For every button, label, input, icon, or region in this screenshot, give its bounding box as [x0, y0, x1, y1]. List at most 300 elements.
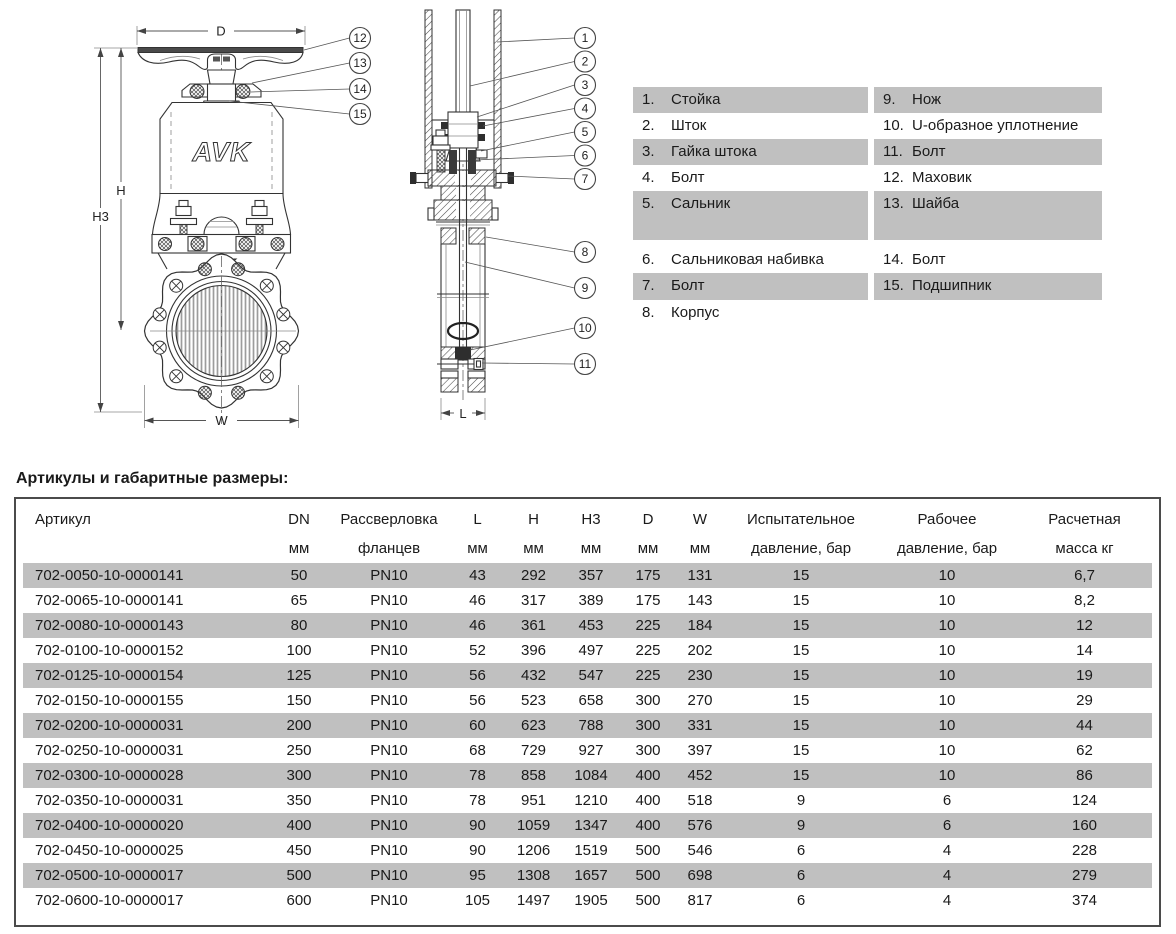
table-cell: 124: [1071, 792, 1098, 809]
flange-bolt-hole: [198, 263, 211, 276]
parts-list-item: [874, 87, 1102, 113]
table-cell: 15: [792, 592, 810, 609]
table-cell: 400: [621, 813, 675, 838]
table-cell: 50: [269, 563, 329, 588]
callout-1: [575, 28, 596, 49]
svg-text:6: 6: [581, 148, 589, 163]
svg-text:7: 7: [581, 172, 589, 187]
callout-13: [350, 53, 371, 74]
part-number: 15.: [883, 277, 904, 294]
part-number: 14.: [883, 251, 904, 268]
bolt-left: [190, 85, 204, 99]
table-row: [23, 888, 1152, 913]
table-header-cell: давление, бар: [896, 540, 998, 557]
table-row: [23, 738, 1152, 763]
table-cell: 453: [561, 613, 621, 638]
table-header-cell: мм: [288, 540, 310, 557]
callout-9: [575, 278, 596, 299]
table-cell: 702-0400-10-0000020: [23, 813, 269, 838]
part-number: 7.: [642, 277, 655, 294]
part-number: 5.: [642, 195, 655, 212]
table-cell: PN10: [370, 842, 408, 859]
table-cell: 702-0600-10-0000017: [35, 892, 184, 909]
stem: [456, 10, 470, 115]
table-cell: 225: [635, 642, 661, 659]
table-cell: 497: [578, 642, 604, 659]
table-cell: 46: [469, 592, 486, 609]
table-header-cell: L: [473, 511, 482, 528]
table-cell: 9: [796, 792, 806, 809]
table-cell: 250: [286, 742, 312, 759]
table-header-cell: DN: [288, 511, 310, 528]
parts-list: [633, 87, 1176, 326]
part-label: Подшипник: [912, 277, 992, 294]
table-header-cell: давление, бар: [750, 540, 852, 557]
table-cell: 65: [290, 592, 308, 609]
dim-h3-label: H3: [92, 209, 109, 224]
callout-7: [575, 169, 596, 190]
table-cell: 396: [520, 642, 547, 659]
table-header-cell: мм: [689, 540, 711, 557]
callout-15: [350, 104, 371, 125]
table-cell: 292: [506, 563, 561, 588]
table-cell: 160: [1017, 813, 1152, 838]
part-label: Корпус: [671, 304, 720, 321]
plate-bolt-left: [410, 172, 416, 184]
table-cell: 1206: [516, 842, 551, 859]
table-cell: 400: [269, 813, 329, 838]
table-header-cell: Рабочее: [917, 511, 977, 528]
table-cell: 100: [286, 642, 312, 659]
parts-list-spacer: [633, 240, 1176, 247]
table-cell: 300: [635, 692, 661, 709]
table-cell: 225: [621, 663, 675, 688]
table-cell: 9: [725, 813, 877, 838]
table-cell: 202: [687, 642, 713, 659]
parts-list-row: [633, 247, 1176, 273]
part-number: 2.: [642, 117, 655, 134]
stand-right-wall: [494, 10, 501, 188]
svg-text:12: 12: [353, 31, 367, 46]
dimensions-table: [23, 505, 1152, 913]
table-cell: 500: [269, 863, 329, 888]
table-cell: 702-0500-10-0000017: [23, 863, 269, 888]
parts-list-item: [874, 139, 1102, 165]
parts-list-row: [633, 273, 1176, 300]
table-cell: 175: [635, 592, 661, 609]
table-cell: 43: [449, 563, 506, 588]
svg-text:14: 14: [353, 82, 367, 97]
table-header-cell: Испытательное: [747, 511, 855, 528]
parts-list-item: [633, 300, 868, 326]
table-row: [23, 588, 1152, 613]
table-cell: 1308: [506, 863, 561, 888]
callout-6: [575, 145, 596, 166]
parts-list-item: [633, 139, 868, 165]
table-cell: 10: [938, 642, 956, 659]
part-number: 8.: [642, 304, 655, 321]
table-cell: 230: [675, 663, 725, 688]
body-top-strip: [152, 235, 291, 254]
plate-bolt-right: [508, 172, 514, 184]
table-cell: 300: [269, 763, 329, 788]
callout-3: [575, 75, 596, 96]
table-cell: PN10: [329, 813, 449, 838]
table-cell: 10: [877, 663, 1017, 688]
table-cell: 19: [1017, 663, 1152, 688]
table-cell: 15: [792, 642, 810, 659]
part-number: 10.: [883, 117, 904, 134]
dim-d-label: D: [216, 23, 226, 39]
table-cell: 131: [675, 563, 725, 588]
table-header-cell: W: [692, 511, 708, 528]
table-row: [23, 813, 1152, 838]
table-cell: PN10: [370, 642, 408, 659]
table-cell: 702-0300-10-0000028: [23, 763, 269, 788]
table-cell: 1347: [561, 813, 621, 838]
table-cell: 6: [877, 813, 1017, 838]
table-cell: 702-0350-10-0000031: [35, 792, 184, 809]
table-cell: 702-0200-10-0000031: [23, 713, 269, 738]
table-cell: 46: [449, 613, 506, 638]
table-cell: 1497: [516, 892, 551, 909]
table-cell: 90: [449, 813, 506, 838]
table-cell: PN10: [329, 563, 449, 588]
table-cell: PN10: [370, 892, 408, 909]
table-cell: 10: [877, 613, 1017, 638]
parts-list-item: [874, 273, 1102, 300]
table-cell: 317: [520, 592, 547, 609]
table-cell: 44: [1017, 713, 1152, 738]
part-label: Сальниковая набивка: [671, 251, 824, 268]
table-cell: 432: [506, 663, 561, 688]
table-cell: 52: [469, 642, 486, 659]
callout-12: [350, 28, 371, 49]
table-cell: 10: [877, 563, 1017, 588]
stand-left-wall: [425, 10, 432, 188]
parts-list-item: [874, 247, 1102, 273]
table-cell: PN10: [329, 863, 449, 888]
table-row: [23, 863, 1152, 888]
table-cell: 350: [286, 792, 312, 809]
table-cell: 698: [675, 863, 725, 888]
dimension-d: [137, 24, 305, 46]
table-header-cell: H: [528, 511, 539, 528]
table-cell: 702-0125-10-0000154: [23, 663, 269, 688]
table-row: [23, 763, 1152, 788]
table-cell: 62: [1076, 742, 1093, 759]
table-body: [23, 563, 1152, 913]
table-row: [23, 788, 1152, 813]
part-label: Болт: [912, 251, 946, 268]
table-cell: 374: [1071, 892, 1098, 909]
stem-nut-bolt: [441, 122, 448, 129]
part-number: 3.: [642, 143, 655, 160]
table-title: Артикулы и габаритные размеры:: [16, 470, 289, 487]
table-cell: 6: [725, 863, 877, 888]
dimensions-table-wrap: [14, 497, 1161, 927]
table-cell: 927: [578, 742, 604, 759]
parts-list-item: [633, 113, 868, 139]
table-cell: 702-0250-10-0000031: [35, 742, 184, 759]
parts-list-item: [633, 273, 868, 300]
table-cell: PN10: [329, 613, 449, 638]
table-cell: 702-0065-10-0000141: [35, 592, 184, 609]
table-row: [23, 563, 1152, 588]
table-cell: 1657: [561, 863, 621, 888]
packing: [449, 150, 457, 174]
table-cell: 6: [796, 892, 806, 909]
flange-bolt-hole: [232, 263, 245, 276]
table-cell: 1084: [561, 763, 621, 788]
dimension-h: [112, 48, 130, 330]
table-cell: 600: [286, 892, 312, 909]
table-cell: 228: [1071, 842, 1098, 859]
table-cell: 623: [506, 713, 561, 738]
table-cell: 60: [449, 713, 506, 738]
table-row: [23, 638, 1152, 663]
svg-text:8: 8: [581, 245, 589, 260]
svg-text:11: 11: [578, 357, 592, 372]
callout-4: [575, 98, 596, 119]
part-label: Болт: [671, 277, 705, 294]
part-label: Шайба: [912, 195, 960, 212]
table-cell: 68: [469, 742, 486, 759]
table-cell: 450: [286, 842, 312, 859]
parts-list-item: [874, 300, 1102, 326]
table-cell: 547: [561, 663, 621, 688]
table-cell: 389: [578, 592, 604, 609]
parts-list-row: [633, 300, 1176, 326]
svg-text:5: 5: [581, 125, 589, 140]
part-label: Болт: [671, 169, 705, 186]
parts-list-row: [633, 165, 1176, 191]
table-cell: 357: [561, 563, 621, 588]
table-cell: 80: [269, 613, 329, 638]
dim-l-label: L: [459, 406, 467, 421]
table-cell: 125: [269, 663, 329, 688]
table-cell: 200: [269, 713, 329, 738]
table-row: [23, 663, 1152, 688]
table-header-row: [23, 534, 1152, 563]
table-cell: 500: [621, 863, 675, 888]
part-label: Болт: [912, 143, 946, 160]
table-cell: 361: [506, 613, 561, 638]
table-header-cell: мм: [637, 540, 659, 557]
table-cell: 10: [938, 692, 956, 709]
table-cell: 105: [464, 892, 491, 909]
table-cell: 15: [792, 742, 810, 759]
table-row: [23, 688, 1152, 713]
svg-text:1: 1: [581, 31, 589, 46]
table-cell: 10: [877, 763, 1017, 788]
table-cell: 817: [687, 892, 713, 909]
table-cell: 400: [635, 792, 661, 809]
table-cell: 184: [675, 613, 725, 638]
callout-5: [575, 122, 596, 143]
table-cell: PN10: [370, 692, 408, 709]
table-header-cell: масса кг: [1055, 540, 1114, 557]
table-cell: 14: [1076, 642, 1093, 659]
parts-list-row: [633, 191, 1176, 240]
table-cell: 86: [1017, 763, 1152, 788]
table-header-cell: H3: [581, 511, 601, 528]
parts-list-item: [633, 191, 868, 240]
part-label: Гайка штока: [671, 143, 757, 160]
table-header-row: [23, 505, 1152, 534]
part-number: 11.: [883, 143, 903, 160]
part-label: Стойка: [671, 91, 721, 108]
table-cell: 6,7: [1017, 563, 1152, 588]
table-header-cell: мм: [523, 540, 544, 557]
table-cell: 1059: [506, 813, 561, 838]
table-cell: PN10: [329, 763, 449, 788]
table-cell: 95: [449, 863, 506, 888]
table-cell: 4: [942, 842, 952, 859]
table-cell: PN10: [370, 592, 408, 609]
parts-list-item: [874, 113, 1102, 139]
table-cell: PN10: [370, 742, 408, 759]
table-cell: 8,2: [1074, 592, 1095, 609]
flange-bolt-hole: [232, 386, 245, 399]
table-cell: 658: [578, 692, 604, 709]
part-label: Маховик: [912, 169, 972, 186]
dim-h-label: H: [116, 183, 126, 198]
front-view: [86, 24, 305, 429]
parts-list-item: [633, 247, 868, 273]
part-number: 9.: [883, 91, 896, 108]
table-cell: 15: [725, 563, 877, 588]
handwheel-hub: [208, 70, 236, 84]
table-cell: 12: [1017, 613, 1152, 638]
table-cell: 10: [938, 592, 956, 609]
avk-logo-large: AVK: [192, 137, 251, 167]
table-cell: 15: [725, 613, 877, 638]
callout-11: [575, 354, 596, 375]
table-cell: 702-0050-10-0000141: [23, 563, 269, 588]
table-header-cell: мм: [580, 540, 602, 557]
part-number: 4.: [642, 169, 655, 186]
parts-list-item: [874, 165, 1102, 191]
table-cell: 29: [1076, 692, 1093, 709]
svg-text:2: 2: [581, 54, 589, 69]
part-number: 6.: [642, 251, 655, 268]
table-cell: 300: [635, 742, 661, 759]
flange-bolt-hole: [198, 386, 211, 399]
part-label: Сальник: [671, 195, 731, 212]
table-row: [23, 838, 1152, 863]
table-cell: 576: [675, 813, 725, 838]
table-header-cell: D: [642, 511, 654, 528]
table-header-cell: мм: [467, 540, 488, 557]
svg-text:15: 15: [353, 107, 367, 122]
table-cell: 702-0150-10-0000155: [35, 692, 184, 709]
table-cell: 1905: [574, 892, 608, 909]
bolt-right: [236, 85, 250, 99]
table-cell: 331: [675, 713, 725, 738]
table-cell: PN10: [329, 713, 449, 738]
svg-text:3: 3: [581, 78, 589, 93]
handwheel: [138, 48, 303, 70]
part-number: 12.: [883, 169, 904, 186]
part-label: Шток: [671, 117, 707, 134]
table-cell: 15: [725, 713, 877, 738]
table-header-cell: [23, 534, 269, 563]
stand-bolt-left: [431, 130, 450, 172]
part-number: 1.: [642, 91, 655, 108]
table-header: [23, 505, 1152, 563]
table-cell: 400: [621, 763, 675, 788]
table-header-cell: фланцев: [357, 540, 421, 557]
table-cell: 4: [877, 863, 1017, 888]
table-cell: 788: [561, 713, 621, 738]
table-cell: 702-0080-10-0000143: [23, 613, 269, 638]
section-view: [410, 10, 514, 421]
table-cell: PN10: [329, 663, 449, 688]
table-cell: 78: [469, 792, 486, 809]
table-cell: 452: [675, 763, 725, 788]
callout-10: [575, 318, 596, 339]
dimension-h3: [86, 48, 142, 412]
table-cell: 56: [469, 692, 486, 709]
table-cell: 4: [942, 892, 952, 909]
table-cell: 15: [725, 763, 877, 788]
table-header-cell: Артикул: [35, 511, 91, 528]
table-cell: 702-0100-10-0000152: [35, 642, 184, 659]
dimension-l: [441, 398, 485, 421]
parts-list-item: [633, 87, 868, 113]
table-header-cell: Расчетная: [1048, 511, 1121, 528]
table-cell: 10: [877, 713, 1017, 738]
table-cell: 15: [725, 663, 877, 688]
table-cell: 500: [635, 842, 661, 859]
parts-list-item: [874, 191, 1102, 240]
table-cell: 702-0450-10-0000025: [35, 842, 184, 859]
svg-text:4: 4: [581, 101, 589, 116]
part-label: U-образное уплотнение: [912, 117, 1079, 134]
table-cell: 729: [520, 742, 547, 759]
table-cell: 225: [621, 613, 675, 638]
parts-list-row: [633, 113, 1176, 139]
parts-list-item: [633, 165, 868, 191]
callout-2: [575, 51, 596, 72]
table-cell: 500: [635, 892, 661, 909]
table-cell: 78: [449, 763, 506, 788]
callout-14: [350, 79, 371, 100]
table-cell: 518: [687, 792, 713, 809]
table-cell: 546: [687, 842, 713, 859]
table-cell: 858: [506, 763, 561, 788]
table-cell: 279: [1017, 863, 1152, 888]
parts-list-row: [633, 139, 1176, 165]
table-cell: PN10: [370, 792, 408, 809]
table-cell: 6: [942, 792, 952, 809]
bearing-housing: [208, 84, 236, 101]
table-cell: 270: [687, 692, 713, 709]
table-cell: 143: [687, 592, 713, 609]
table-row: [23, 613, 1152, 638]
table-cell: 175: [621, 563, 675, 588]
parts-list-row: [633, 87, 1176, 113]
table-cell: 6: [796, 842, 806, 859]
part-label: Нож: [912, 91, 942, 108]
callout-8: [575, 242, 596, 263]
table-cell: 1210: [574, 792, 608, 809]
table-cell: 150: [286, 692, 312, 709]
table-cell: 523: [520, 692, 547, 709]
table-cell: 1519: [574, 842, 608, 859]
svg-text:10: 10: [578, 321, 592, 336]
